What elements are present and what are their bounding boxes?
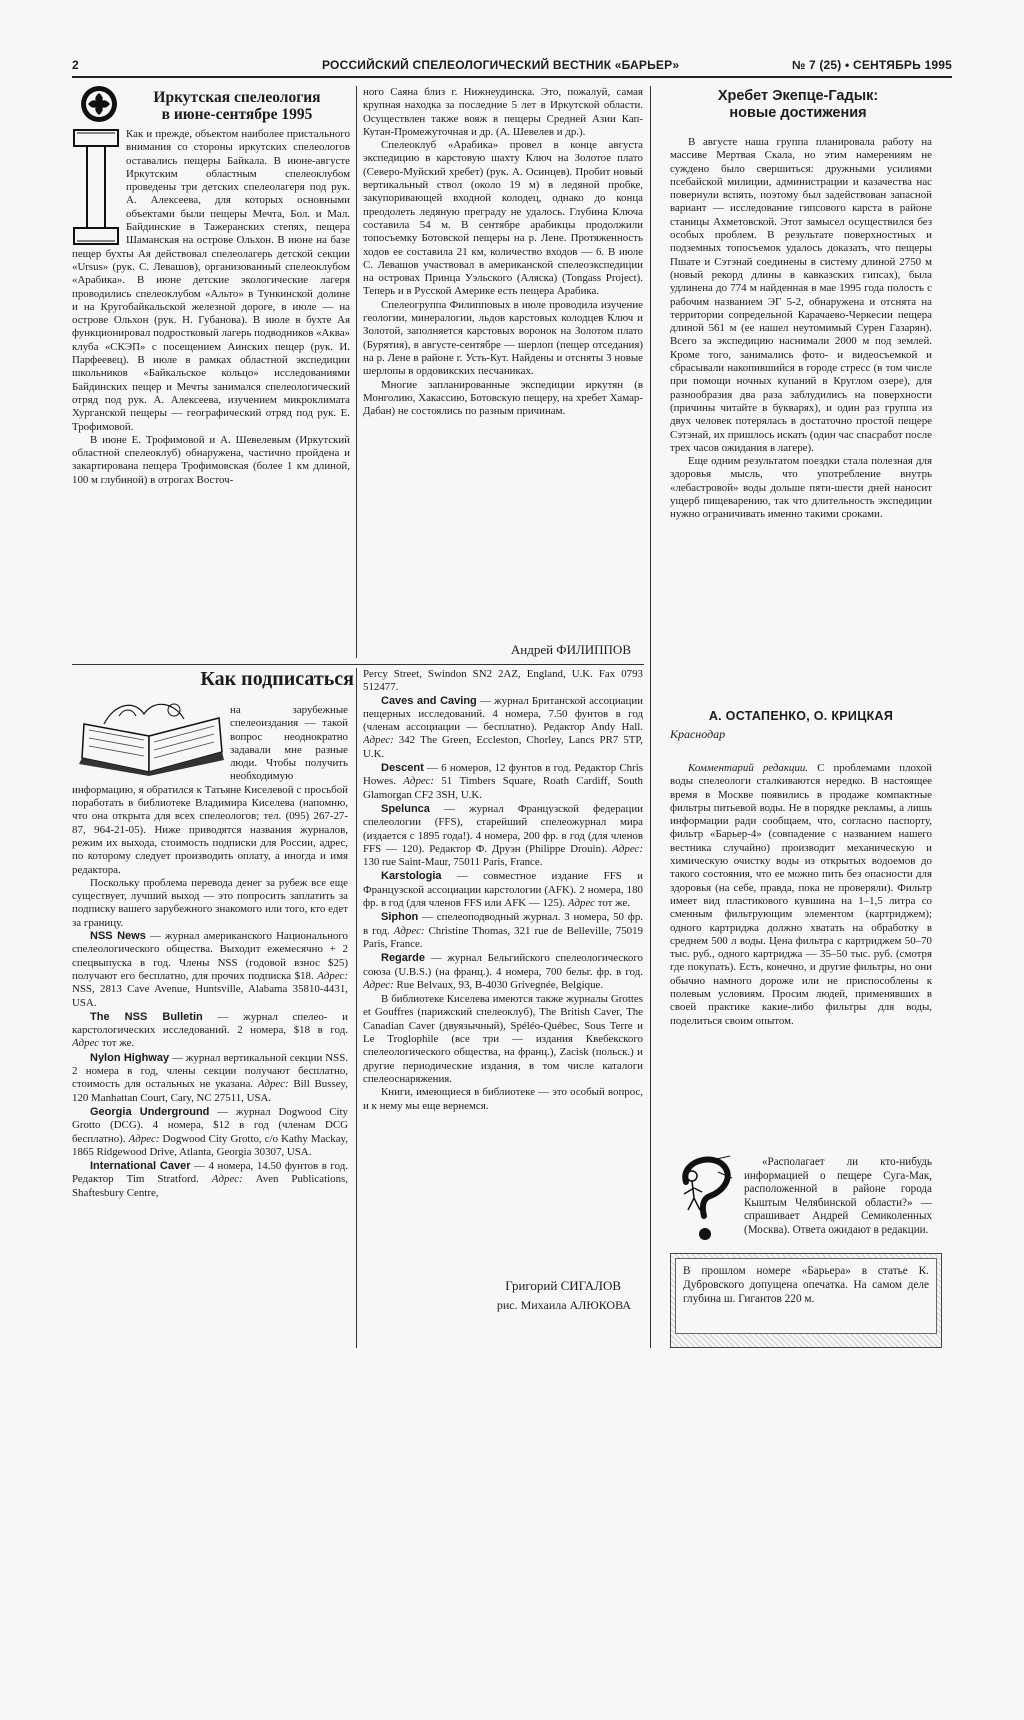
book-float-spacer <box>72 704 230 782</box>
article3-column <box>670 136 932 702</box>
article3-paragraph: Еще одним результатом поездки стала полезная для здоровья мысль, что употребление внутрь «лебастровой» воды дольше пяти-шести дней наносит ущерб пищеварению, так что длительность экспедиции нужно ограничивать именно такими сроками. <box>670 455 932 521</box>
journal-name: The NSS Bulletin <box>90 1010 203 1023</box>
correction-text: В прошлом номере «Барьера» в статье К. Дубровского допущена опечатка. На самом деле глубина ш. Гигантов 220 м. <box>675 1258 937 1334</box>
article1-paragraph: Как и прежде, объектом наиболее пристального внимания со стороны иркутских спелеологов оставались пещеры Байкала. В июне-августе Иркутским областным спелеоклубом проведены три детских спелеолагеря под рук. А. Алексеева, для которых основными объектами были пещеры Мечта, Бол. и Мал. Байдинские в Тажеранских степях, пещера Шаманская на острове Ольхон. В июне на базе пещер бухты Ая действовал спелеолагерь детской секции «Ursus» (рук. С. Левашов), организованный спелеоклубом «Арабика». В июне детские экологические лагеря проводились спелеоклубом «Альто» в Тункинской долине и на Кругобайкальской железной дороге, в июле — на острове Ольхон (рук. Н. Губанова). В июле в бухте Ая функционировал подростковый лагерь подводников «Аква» клуба «СКЭП» с посещением Аинских пещер (рук. И. Парфеевец). В июле в рамках областной экспедиции школьников «Байкальское кольцо» исследованиями Байдинских пещер и Мечты занимался спелеологический отряд под рук. А. Алексеева, изучением микроклимата Хурганской пещеры — географический отряд под рук. Е. Трофимовой. <box>72 128 350 433</box>
journal-entry <box>72 1011 348 1051</box>
article2-illustrator: рис. Михаила АЛЮКОВА <box>496 1298 631 1312</box>
journal-entry <box>72 930 348 1010</box>
journal-name: Regarde <box>381 952 426 965</box>
article2-paragraph: Книги, имеющиеся в библиотеке — это особый вопрос, и к нему мы еще вернемся. <box>363 1086 643 1112</box>
journal-entry <box>363 803 643 869</box>
article1-paragraph: Многие запланированные экспедиции иркутян (в Монголию, Хакассию, Ботовскую пещеру, на хребет Хамар-Дабан) не состоялись по разным причинам. <box>363 378 643 418</box>
article1-paragraph: Спелеогруппа Филипповых в июле проводила изучение геологии, минералогии, льдов карстовых колодцев Ключ и Золотой, заполняется карстовых воронок на Золотом плато (Бурятия), в августе-сентябре — шерлоп (пещер отседания) на р. Лене в районе г. Усть-Кут. Найдены и отсняты 3 новые шерлопы в ордовикских песчаниках. <box>363 298 643 378</box>
reader-question <box>744 1156 932 1246</box>
article2-column1 <box>72 704 348 1334</box>
article1-signature: Андрей ФИЛИППОВ <box>510 642 631 657</box>
article1-title <box>122 89 352 123</box>
journal-name: NSS News <box>90 930 146 943</box>
address-label: Адрес: <box>128 1132 160 1145</box>
issue-info: № 7 (25) • СЕНТЯБРЬ 1995 <box>791 58 952 72</box>
article2-paragraph: В библиотеке Киселева имеются также журналы Grottes et Gouffres (парижский спелеоклуб), The British Caver, The Canadian Caver (двуязычный), Spéléo-Québec, Sous Terre и Le Troglophile (все три — издания Квебекского спелеологического общества, на франц.), Zacisk (польск.) и другие периодические издания, в том числе каталоги спелеоснаряжения. <box>363 993 643 1085</box>
article2-column2 <box>363 668 643 1268</box>
journal-entry <box>363 695 643 761</box>
article1-paragraph: В июне Е. Трофимовой и А. Шевелевым (Иркутский областной спелеоклуб) обнаружена, частично пройдена и закартирована пещера Трофимовская (более 1 км длиной, 100 м глубиной) в отрогах Восточ- <box>72 433 350 486</box>
journal-description: — журнал Французской федерации спелеологии (FFS), старейший спелеожурнал мира (издается с 1895 года!). 4 номера, 200 фр. в год (для членов FFS — 120). Редактор Ф. Друэн (Philippe Drouin). <box>363 802 643 855</box>
journal-description: — журнал спелео- и карстологических исследований. 2 номера, $18 в год. <box>72 1010 348 1037</box>
comment-label: Комментарий редакции. <box>688 762 808 774</box>
journal-address: Rue Belvaux, 93, B-4030 Grivegnée, Belgique. <box>393 978 604 991</box>
article2-intro: на зарубежные спелеоиздания — такой вопрос неоднократно задавали мне разные люди. Чтобы получить необходимую информацию, я обратился к Татьяне Киселевой с просьбой поработать в библиотеке Владимира Киселева (напомню, что она открыта для всех спелеологов; тел. (095) 267-27-87, 964-21-05). Ниже приводятся названия журналов, режим их выхода, стоимость подписки для России, адрес, по которому следует производить оплату, а иногда и имя редактора. <box>72 704 348 876</box>
journal-address: 51 Timbers Square, Roath Cardiff, South Glamorgan CF2 3SH, U.K. <box>363 775 643 801</box>
journal-entry <box>363 870 643 910</box>
page-number: 2 <box>72 58 79 72</box>
journal-name: Siphon <box>381 911 419 924</box>
journal-description: — журнал Бельгийского спелеологического союза (U.B.S.) (на франц.). 4 номера, 700 бельг. фр. в год. <box>363 952 643 978</box>
article1-paragraph: ного Саяна близ г. Нижнеудинска. Это, пожалуй, самая крупная находка за последние 5 лет в Иркутской области. Осуществлен также вояж в пещеры Средней Азии Кап-Кутан-Промежуточная и др. (А. Шевелев и др.). <box>363 86 643 138</box>
section-divider <box>72 664 644 665</box>
article2-journal-list <box>363 695 643 993</box>
journal-address: тот же. <box>595 897 631 910</box>
column-divider <box>356 86 357 658</box>
address-label: Адрес: <box>257 1078 289 1091</box>
journal-entry <box>72 1052 348 1105</box>
page-header <box>72 56 952 78</box>
journal-address: Christine Thomas, 321 rue de Belleville, 75019 Paris, France. <box>363 924 643 950</box>
journal-name: Caves and Caving <box>381 694 477 707</box>
article2-signature: Григорий СИГАЛОВ <box>505 1278 621 1293</box>
journal-entry <box>363 952 643 992</box>
article1-title-line2: в июне-сентябре 1995 <box>161 106 313 123</box>
journal-description: — совместное издание FFS и Французской ассоциации карстологии (AFK). 2 номера, 180 фр. в год (для членов FFS или AFK — 125). <box>363 870 643 910</box>
journal-address: Aven Publications, Shaftesbury Centre, <box>72 1173 348 1199</box>
flower-ornament-icon <box>80 85 118 123</box>
article2-continuation: Percy Street, Swindon SN2 2AZ, England, U.K. Fax 0793 512477. <box>363 668 643 694</box>
journal-description: — 6 номеров, 12 фунтов в год. Редактор Chris Howes. <box>363 762 643 788</box>
address-label: Адрес: <box>211 1173 243 1186</box>
journal-address: тот же. <box>99 1037 135 1050</box>
question-mark-caver-icon <box>672 1152 740 1246</box>
journal-description: — журнал Британской ассоциации пещерных исследований. 4 номера, 7.50 фунтов в год (членам ассоциации — бесплатно). Редактор Andy Hall. <box>363 694 643 734</box>
journal-description: — 4 номера, 14.50 фунтов в год. Редактор Tim Stratford. <box>72 1160 348 1186</box>
journal-name: Nylon Highway <box>90 1051 170 1064</box>
column-divider <box>650 86 651 1348</box>
correction-notice <box>670 1253 942 1348</box>
address-label: Адрес: <box>363 734 394 747</box>
article2-intro: Поскольку проблема перевода денег за рубеж все еще существует, лучший выход — это попросить заплатить за подписку вашего зарубежного знакомого или того, кто едет за границу. <box>72 876 348 929</box>
address-label: Адрес: <box>403 775 435 788</box>
journal-name: International Caver <box>90 1160 191 1173</box>
journal-entry <box>363 762 643 802</box>
journal-address: 342 The Green, Eccleston, Chorley, Lancs PR7 5TP, U.K. <box>363 734 643 760</box>
article3-title-line2: новые достижения <box>729 105 867 121</box>
address-label: Адрес: <box>317 969 348 982</box>
decorative-letter-I-icon <box>72 128 120 246</box>
address-label: Адрес <box>72 1037 100 1050</box>
journal-entry <box>72 1106 348 1159</box>
column-divider <box>356 668 357 1348</box>
question-text: «Располагает ли кто-нибудь информацией о пещере Суга-Мак, расположенной в районе города Кыштым Челябинской области?» — спрашивает Андрей Семиколенных (Москва). Ответа ожидают в редакции. <box>744 1156 932 1236</box>
article1-column1 <box>72 128 350 656</box>
comment-text: С проблемами плохой воды спелеологи сталкиваются нередко. В настоящее время в Москве появились в продаже компактные фильтры питьевой воды. Не в порядке рекламы, а лишь информации ради сообщаем, что, согласно паспорту, фильтр «Барьер-4» (совпадение с названием нашего вестника случайно) производит механическую и химическую очистку воды из открытых водоемов до такого состояния, что ее можно пить без опасности для здоровья (на себе, правда, пока не проверяли). Фильтр имеет вид пластикового кувшина на 1–1,5 литра со сменным фильтрующим элементом (картриджем); одного картриджа должно хватать на обработку в среднем 500 л воды. Цена фильтра с картриджем 50–70 тыс. руб., одного картриджа — 35–50 тыс. руб. (смотря где покупать). Есть, конечно, и другие фильтры, но они обычно намного дороже или не приспособлены к полевым условиям. Просим людей, применявших в своей практике какие-либо фильтры для воды, поделиться своим опытом. <box>670 762 932 1027</box>
journal-description: — журнал вертикальной секции NSS. 2 номера в год, члены секции получают бесплатно, стоимость для остальных не указана. <box>72 1051 348 1091</box>
address-label: Адрес: <box>363 978 394 991</box>
article1-paragraph: Спелеоклуб «Арабика» провел в конце августа экспедицию в карстовую шахту Ключ на Золотое плато (Северо-Муйский хребет) (рук. А. Осинцев). Пробит новый вертикальный ствол (около 19 м) в ледяной пробке, закупоривающей входной колодец, однако до конца преодолеть ледяную преграду не удалось. Глубина Ключа составила 54 м. В сентябре арабикцы продолжили топосъемку Ботовской пещеры на р. Лене. Протяженность ходов ее составила 21 км, количество входов — 6. В июле С. Левашов участвовал в американской спелеоэкспедиции на островах Принца Уэльского (Аляска) (Tongass Project). Теперь и в Русской Америке есть пещера Арабика. <box>363 139 643 298</box>
journal-name: Georgia Underground <box>90 1105 210 1118</box>
article3-paragraph: В августе наша группа планировала работу на массиве Мертвая Скала, но этим намерениям не суждено было свершиться: дружными усилиями псебайской милиции, администрации и казачества нас повернули вспять, поэтому был задействован запасной вариант — исследование гипсового карста в районе станицы Ахметовской. Этот замысел осуществился без особых проблем. В результате поверхностных и подземных топосъемок удалось доказать, что пещеры Пшате и Сэтэнай соединены в систему длиной 2750 м (новый рекорд длины в кавказских гипсах), была удлинена до 774 м найденная в мае 1995 года полость с рабочим названием ЭГ 5-2, обнаружена и отснята на территории сопредельной Карачаево-Черкесии пещера длиной 561 м (ее нашел неутомимый Сурен Газарян). Всего за экспедицию наснимали 2000 м под землей. Кроме того, занимались фото- и видеосъемкой и сбрасывали накопившийся в городе стресс (в том числе при помощи ночных купаний в Круглом озере), для разнообразия два раза заблудились на поверхности (причины читайте в букварях), и один раз группа из двух человек потерялась в достаточно простой пещере Сэтэнай, их пришлось искать (один час спасработ после трех часов ожидания в лагере). <box>670 136 932 454</box>
journal-name: Descent <box>381 762 424 775</box>
article1-column2 <box>363 86 643 646</box>
journal-name: Karstologia <box>381 870 442 883</box>
journal-address: Dogwood City Grotto, c/o Kathy Mackay, 1865 Ridgewood Drive, Atlanta, Georgia 30307, USA. <box>72 1132 348 1158</box>
journal-address: Bill Bussey, 120 Manhattan Court, Cary, NC 27511, USA. <box>72 1078 348 1104</box>
journal-entry <box>72 1160 348 1200</box>
journal-entry <box>363 911 643 951</box>
article3-signature: А. ОСТАПЕНКО, О. КРИЦКАЯ <box>708 709 894 723</box>
address-label: Адрес: <box>612 842 643 855</box>
journal-description: — журнал американского Национального спелеологического общества. Выходит ежемесячно + 2 спецвыпуска в год. Члены NSS (годовой взнос $25) получают его бесплатно, для прочих подписка $18. <box>72 930 348 982</box>
journal-description: — журнал Dogwood City Grotto (DCG). 4 номера, $12 в год (членам DCG бесплатно). <box>72 1105 348 1145</box>
editorial-comment <box>670 762 932 1142</box>
address-label: Адрес <box>567 897 595 910</box>
article3-city: Краснодар <box>670 727 726 741</box>
journal-name: Spelunca <box>381 802 430 815</box>
address-label: Адрес: <box>393 924 425 937</box>
article3-title <box>660 88 936 122</box>
article1-title-line1: Иркутская спелеология <box>153 89 321 106</box>
journal-address: NSS, 2813 Cave Avenue, Huntsville, Alabama 35810-4431, USA. <box>72 983 348 1009</box>
article2-title: Как подписаться <box>200 668 354 690</box>
journal-address: 130 rue Saint-Maur, 75011 Paris, France. <box>363 856 543 869</box>
journal-description: — спелеоподводный журнал. 3 номера, 50 фр. в год. <box>363 911 643 937</box>
article2-journal-list <box>72 930 348 1200</box>
publication-title: РОССИЙСКИЙ СПЕЛЕОЛОГИЧЕСКИЙ ВЕСТНИК «БАРЬЕР» <box>322 58 680 72</box>
article3-title-line1: Хребет Экепце-Гадык: <box>717 88 879 104</box>
